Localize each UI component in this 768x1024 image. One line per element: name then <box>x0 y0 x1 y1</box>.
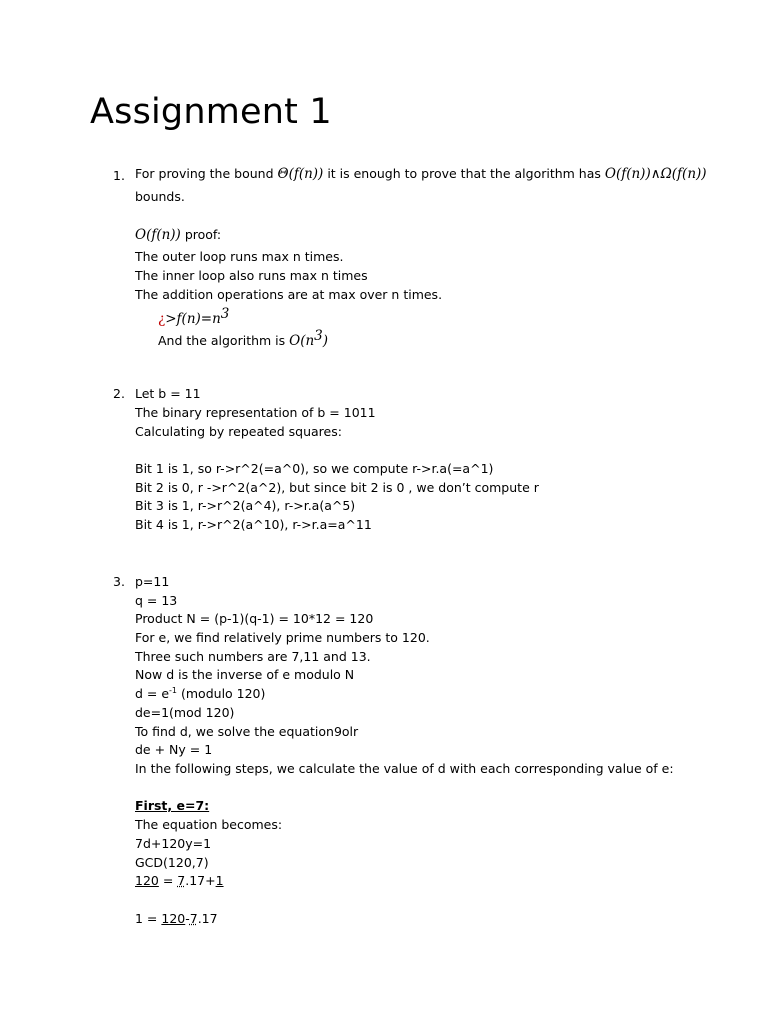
q3-line-16 <box>135 911 218 926</box>
q3-line-5: Three such numbers are 7,11 and 13. <box>135 649 371 664</box>
q2-line-7: Bit 4 is 1, r->r^2(a^10), r->r.a=a^11 <box>135 517 372 532</box>
q3-line-16-a: 1 = <box>135 911 162 926</box>
q1-implies-expr: >f(n)=n <box>165 311 221 328</box>
q1-proof-expr: O(f(n)) <box>135 227 181 243</box>
q1-conclusion <box>158 328 328 349</box>
q3-line-14: GCD(120,7) <box>135 855 209 870</box>
q3-line-16-c: - <box>185 911 190 926</box>
q3-line-7-pre: d = e <box>135 686 170 702</box>
q1-implies-sup: 3 <box>220 306 230 322</box>
q1-statement-1: The outer loop runs max n times. <box>135 249 344 264</box>
q2-line-3: Calculating by repeated squares: <box>135 424 342 439</box>
q1-conclusion-sup: 3 <box>314 328 323 344</box>
page-title: Assignment 1 <box>90 92 332 132</box>
q3-line-16-d: 7 <box>189 911 198 926</box>
q2-line-2: The binary representation of b = 1011 <box>135 405 376 420</box>
q3-line-16-e: .17 <box>197 911 218 926</box>
q3-line-8: de=1(mod 120) <box>135 705 235 720</box>
q3-line-12: The equation becomes: <box>135 817 283 832</box>
q1-theta-expr: Θ(f(n)) <box>277 166 324 182</box>
q1-statement-3: The addition operations are at max over n times. <box>135 287 443 302</box>
q2-line-1: Let b = 11 <box>135 386 201 401</box>
q1-line1-pre: For proving the bound <box>135 166 274 181</box>
q2-line-4: Bit 1 is 1, so r->r^2(=a^0), so we compute r->r.a(=a^1) <box>135 461 494 476</box>
q1-bounds-expr: O(f(n))∧Ω(f(n)) <box>604 166 707 182</box>
q1-statement-2: The inner loop also runs max n times <box>135 268 368 283</box>
q3-line-7-post: (modulo 120) <box>177 686 266 702</box>
q2-line-5: Bit 2 is 0, r ->r^2(a^2), but since bit 2 is 0 , we don’t compute r <box>135 480 539 495</box>
q1-number: 1. <box>113 168 125 183</box>
q3-line-15-a: 120 <box>135 873 159 888</box>
q2-number: 2. <box>113 386 125 401</box>
q3-line-15-b: = <box>158 873 178 888</box>
q3-line-7 <box>135 686 265 701</box>
q2-line-6: Bit 3 is 1, r->r^2(a^4), r->r.a(a^5) <box>135 498 356 513</box>
q3-line-13: 7d+120y=1 <box>135 836 212 851</box>
q1-implies-glyph: ¿ <box>158 311 166 328</box>
q1-line1-mid: it is enough to prove that the algorithm has <box>327 166 601 181</box>
q1-line1 <box>135 166 707 182</box>
q3-line-7-sup: -1 <box>169 686 178 695</box>
q1-implies-line <box>158 306 229 327</box>
q1-conclusion-expr: O(n <box>289 333 315 350</box>
q1-proof-label: proof: <box>184 227 222 242</box>
q3-line-10: de + Ny = 1 <box>135 742 213 757</box>
q3-line-4: For e, we find relatively prime numbers to 120. <box>135 630 430 645</box>
q3-line-6: Now d is the inverse of e modulo N <box>135 667 355 682</box>
q3-line-15-d: .17+ <box>185 873 216 888</box>
q3-line-1: p=11 <box>135 574 170 589</box>
q3-subheading: First, e=7: <box>135 798 210 813</box>
q3-line-9: To find d, we solve the equation9olr <box>135 724 359 739</box>
q3-line-15 <box>135 873 224 888</box>
q3-line-16-b: 120 <box>161 911 186 926</box>
q1-line2: bounds. <box>135 189 185 204</box>
q3-line-15-c: 7 <box>177 873 186 888</box>
q3-line-15-e: 1 <box>215 873 224 888</box>
q1-conclusion-close: ) <box>322 333 329 350</box>
q3-number: 3. <box>113 574 125 589</box>
q3-line-3: Product N = (p-1)(q-1) = 10*12 = 120 <box>135 611 374 626</box>
q3-line-2: q = 13 <box>135 593 178 608</box>
q1-proof-heading <box>135 227 221 243</box>
q3-line-11: In the following steps, we calculate the value of d with each corresponding value of e: <box>135 761 674 776</box>
q1-conclusion-text: And the algorithm is <box>158 333 286 349</box>
